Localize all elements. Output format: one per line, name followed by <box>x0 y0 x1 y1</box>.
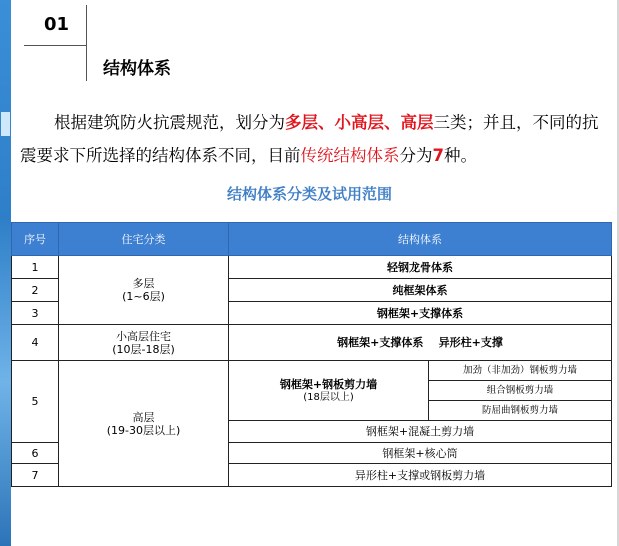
category-range: (1~6层) <box>122 290 165 303</box>
row-number: 3 <box>12 302 59 325</box>
system-cell: 轻钢龙骨体系 <box>229 256 612 279</box>
system-cell: 钢框架+核心筒 <box>229 443 612 464</box>
header-number: 序号 <box>12 223 59 256</box>
table-title: 结构体系分类及试用范围 <box>226 185 392 203</box>
highlight-multistory: 多层 <box>285 113 318 132</box>
header-category: 住宅分类 <box>59 223 229 256</box>
left-decorative-strip <box>0 0 11 546</box>
row-number: 5 <box>12 361 59 443</box>
section-number: 01 <box>44 14 70 35</box>
intro-text-4: 种。 <box>443 146 477 165</box>
system-label: 钢框架+钢板剪力墙 <box>279 377 378 391</box>
highlight-small-highrise: 小高层 <box>334 113 384 132</box>
intro-text-2: 三类；并且，不同的抗震要求下所选择的结构体系不同，目前 <box>20 113 599 165</box>
table-row <box>12 325 612 361</box>
highlight-traditional-system: 传统结构体系 <box>300 146 400 165</box>
section-title: 结构体系 <box>103 59 171 79</box>
highlight-count: 7 <box>432 146 444 165</box>
system-cell: 钢框架+支撑体系 <box>229 302 612 325</box>
intro-text-1: 根据建筑防火抗震规范，划分为 <box>54 113 285 132</box>
table-header-row <box>12 223 612 256</box>
system-cell: 钢框架+支撑体系 异形柱+支撑 <box>229 325 612 361</box>
row-number: 4 <box>12 325 59 361</box>
category-multistory <box>59 256 229 325</box>
category-small-highrise <box>59 325 229 361</box>
system-cell: 钢框架+混凝土剪力墙 <box>229 421 612 443</box>
intro-paragraph <box>20 106 606 172</box>
intro-text-3: 分为 <box>399 146 433 165</box>
category-highrise <box>59 361 229 487</box>
header-system: 结构体系 <box>229 223 612 256</box>
system-cell: 异形柱+支撑或钢板剪力墙 <box>229 464 612 487</box>
category-range: (19-30层以上) <box>106 423 181 437</box>
row-number: 7 <box>12 464 59 487</box>
category-label: 高层 <box>132 410 155 424</box>
row-number: 1 <box>12 256 59 279</box>
row-number: 6 <box>12 443 59 464</box>
system-cell-steel-plate-shear <box>229 361 429 421</box>
sub-system-cell: 加劲（非加劲）钢板剪力墙 <box>429 361 612 381</box>
section-divider-horizontal <box>24 45 86 46</box>
table-row <box>12 256 612 279</box>
category-range: (10层-18层) <box>112 342 175 356</box>
highlight-highrise: 高层 <box>400 113 434 132</box>
highlight-sep-2: 、 <box>384 113 401 132</box>
sub-system-cell: 防屈曲钢板剪力墙 <box>429 401 612 421</box>
left-strip-highlight <box>1 112 10 136</box>
category-label: 小高层住宅 <box>116 329 171 343</box>
system-range: (18层以上) <box>303 391 354 403</box>
highlight-sep-1: 、 <box>318 113 335 132</box>
sub-system-cell: 组合钢板剪力墙 <box>429 381 612 401</box>
row-number: 2 <box>12 279 59 302</box>
category-label: 多层 <box>132 277 155 290</box>
section-divider-vertical <box>86 5 87 81</box>
structure-system-table <box>11 222 612 487</box>
table-row <box>12 361 612 381</box>
system-cell: 纯框架体系 <box>229 279 612 302</box>
